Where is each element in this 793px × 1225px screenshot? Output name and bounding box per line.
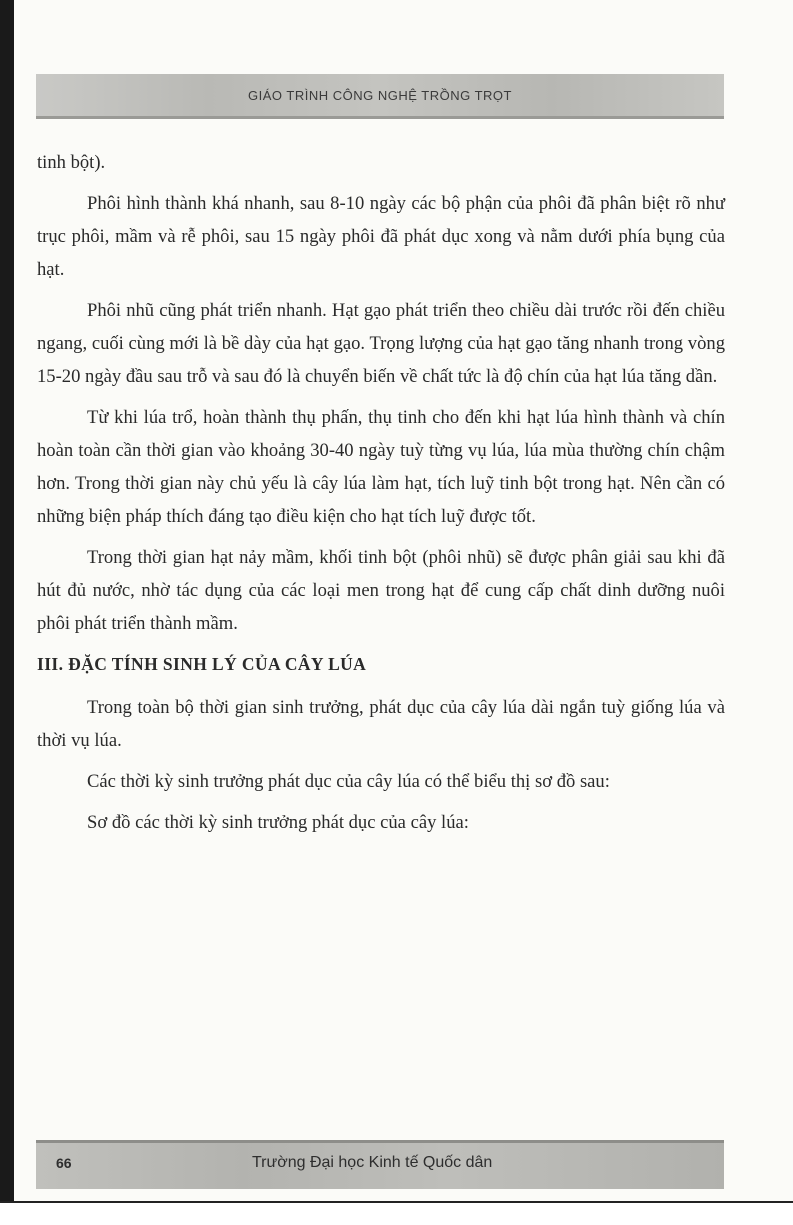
paragraph: tinh bột). bbox=[37, 152, 106, 173]
running-footer bbox=[36, 1140, 724, 1189]
paragraph: Trong thời gian hạt nảy mầm, khối tinh bột (phôi nhũ) sẽ được phân giải sau khi đã hút đủ nước, nhờ tác dụng của các loại men trong hạt để cung cấp chất dinh dưỡng nuôi phôi phát triển thành mầm. bbox=[37, 547, 725, 634]
paragraph: Sơ đồ các thời kỳ sinh trưởng phát dục của cây lúa: bbox=[87, 812, 469, 833]
paragraph: Các thời kỳ sinh trưởng phát dục của cây lúa có thể biểu thị sơ đồ sau: bbox=[87, 771, 610, 792]
footer-title: Trường Đại học Kinh tế Quốc dân bbox=[252, 1154, 493, 1171]
page-bottom-edge bbox=[0, 1201, 793, 1225]
page-number: 66 bbox=[56, 1155, 72, 1171]
paragraph: Phôi nhũ cũng phát triển nhanh. Hạt gạo phát triển theo chiều dài trước rồi đến chiều ngang, cuối cùng mới là bề dày của hạt gạo. Trọng lượng của hạt gạo tăng nhanh trong vòng 15-20 ngày đầu sau trỗ và sau đó là chuyển biến về chất tức là độ chín của hạt lúa tăng dần. bbox=[37, 300, 725, 387]
running-header bbox=[36, 74, 724, 119]
section-heading: III. ĐẶC TÍNH SINH LÝ CỦA CÂY LÚA bbox=[37, 654, 367, 674]
header-title: GIÁO TRÌNH CÔNG NGHỆ TRỒNG TRỌT bbox=[248, 87, 512, 103]
paragraph: Từ khi lúa trổ, hoàn thành thụ phấn, thụ tinh cho đến khi hạt lúa hình thành và chín hoàn toàn cần thời gian vào khoảng 30-40 ngày tuỳ từng vụ lúa, lúa mùa thường chín chậm hơn. Trong thời gian này chủ yếu là cây lúa làm hạt, tích luỹ tinh bột trong hạt. Nên cần có những biện pháp thích đáng tạo điều kiện cho hạt tích luỹ được tốt. bbox=[37, 407, 725, 527]
page-binding-edge bbox=[0, 0, 14, 1225]
paragraph: Phôi hình thành khá nhanh, sau 8-10 ngày các bộ phận của phôi đã phân biệt rõ như trục phôi, mầm và rễ phôi, sau 15 ngày phôi đã phát dục xong và nằm dưới phía bụng của hạt. bbox=[37, 193, 725, 280]
body-text bbox=[37, 146, 725, 847]
paragraph: Trong toàn bộ thời gian sinh trưởng, phát dục của cây lúa dài ngắn tuỳ giống lúa và thời vụ lúa. bbox=[37, 697, 725, 751]
